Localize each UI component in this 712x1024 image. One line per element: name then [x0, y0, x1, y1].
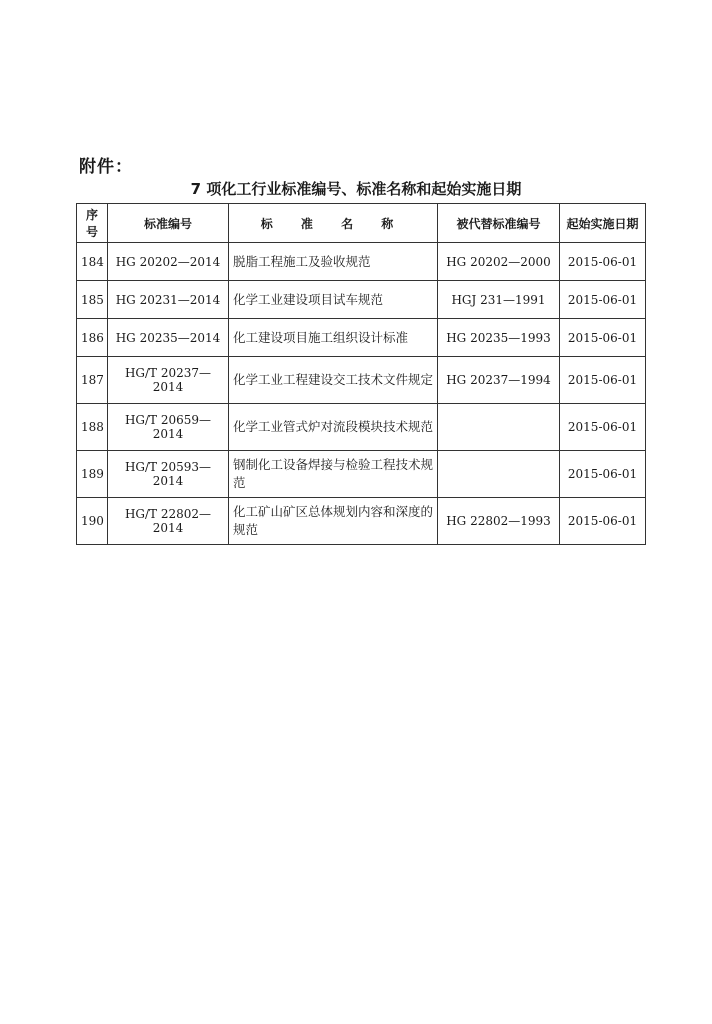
cell-no: 187 — [77, 357, 108, 404]
cell-date: 2015-06-01 — [560, 319, 646, 357]
cell-no: 189 — [77, 451, 108, 498]
cell-name: 钢制化工设备焊接与检验工程技术规范 — [229, 451, 438, 498]
cell-date: 2015-06-01 — [560, 243, 646, 281]
cell-code: HG 20202—2014 — [108, 243, 229, 281]
cell-replaced: HG 22802—1993 — [438, 498, 560, 545]
header-replaced: 被代替标准编号 — [438, 204, 560, 243]
cell-code: HG/T 22802—2014 — [108, 498, 229, 545]
cell-code: HG/T 20237—2014 — [108, 357, 229, 404]
cell-code: HG/T 20593—2014 — [108, 451, 229, 498]
cell-name: 脱脂工程施工及验收规范 — [229, 243, 438, 281]
cell-no: 190 — [77, 498, 108, 545]
cell-code: HG 20235—2014 — [108, 319, 229, 357]
cell-date: 2015-06-01 — [560, 357, 646, 404]
header-code: 标准编号 — [108, 204, 229, 243]
table-row — [77, 357, 646, 404]
table-row — [77, 243, 646, 281]
cell-replaced — [438, 451, 560, 498]
standards-table — [76, 203, 646, 545]
cell-replaced: HG 20237—1994 — [438, 357, 560, 404]
cell-replaced: HGJ 231—1991 — [438, 281, 560, 319]
cell-date: 2015-06-01 — [560, 451, 646, 498]
cell-replaced: HG 20202—2000 — [438, 243, 560, 281]
cell-date: 2015-06-01 — [560, 281, 646, 319]
header-name: 标 准 名 称 — [229, 204, 438, 243]
table-row — [77, 451, 646, 498]
cell-no: 186 — [77, 319, 108, 357]
cell-name: 化工矿山矿区总体规划内容和深度的规范 — [229, 498, 438, 545]
cell-no: 185 — [77, 281, 108, 319]
table-row — [77, 281, 646, 319]
header-no: 序号 — [77, 204, 108, 243]
cell-code: HG 20231—2014 — [108, 281, 229, 319]
cell-name: 化学工业工程建设交工技术文件规定 — [229, 357, 438, 404]
document-title: 7 项化工行业标准编号、标准名称和起始实施日期 — [190, 180, 522, 198]
cell-date: 2015-06-01 — [560, 498, 646, 545]
cell-name: 化学工业管式炉对流段模块技术规范 — [229, 404, 438, 451]
table-row — [77, 319, 646, 357]
cell-name: 化学工业建设项目试车规范 — [229, 281, 438, 319]
cell-name: 化工建设项目施工组织设计标准 — [229, 319, 438, 357]
table-header-row — [77, 204, 646, 243]
cell-no: 188 — [77, 404, 108, 451]
attachment-label: 附件： — [79, 157, 133, 177]
cell-date: 2015-06-01 — [560, 404, 646, 451]
cell-replaced — [438, 404, 560, 451]
cell-code: HG/T 20659—2014 — [108, 404, 229, 451]
table-row — [77, 404, 646, 451]
table-row — [77, 498, 646, 545]
cell-replaced: HG 20235—1993 — [438, 319, 560, 357]
cell-no: 184 — [77, 243, 108, 281]
header-date: 起始实施日期 — [560, 204, 646, 243]
